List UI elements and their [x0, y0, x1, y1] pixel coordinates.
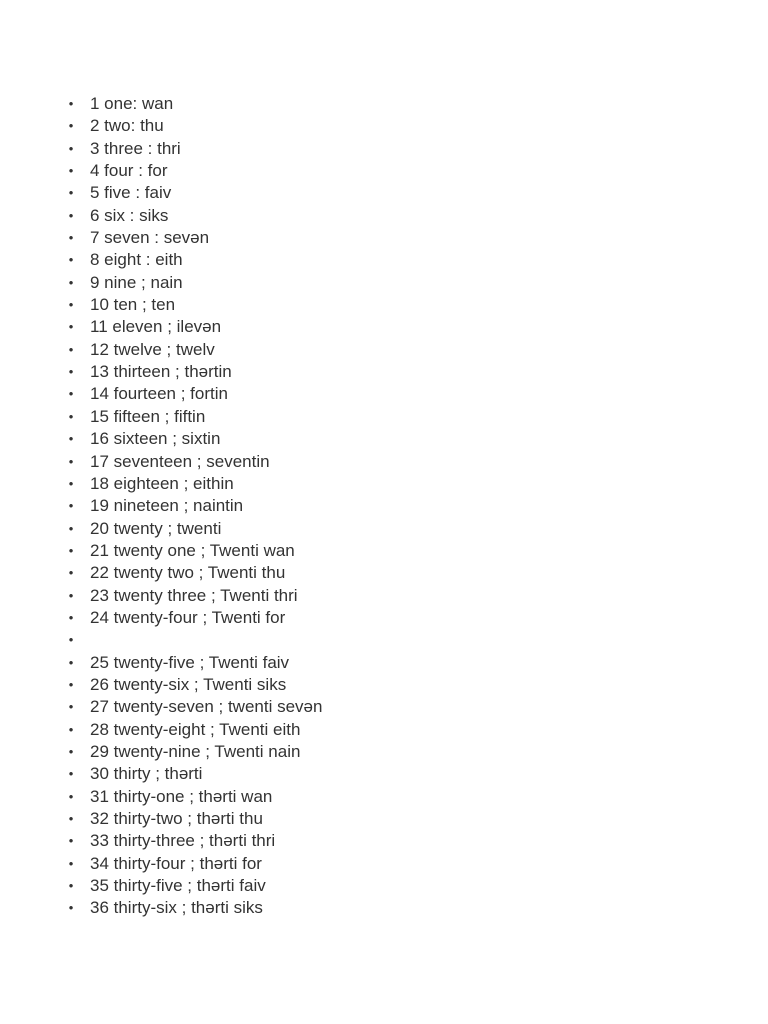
bullet-icon: •	[68, 632, 74, 648]
bullet-icon: •	[68, 163, 74, 179]
list-item-text: 18 eighteen ; eithin	[90, 473, 234, 493]
list-item-text: 24 twenty-four ; Twenti for	[90, 607, 286, 627]
list-item-text: 13 thirteen ; thərtin	[90, 362, 232, 382]
bullet-icon: •	[68, 542, 74, 558]
bullet-icon: •	[68, 833, 74, 849]
bullet-icon: •	[68, 431, 74, 447]
list-item-text: 22 twenty two ; Twenti thu	[90, 563, 286, 583]
bullet-icon: •	[68, 609, 74, 625]
list-item-text: 32 thirty-two ; thərti thu	[90, 809, 263, 828]
bullet-icon: •	[68, 118, 74, 134]
list-item-text: 6 six : siks	[90, 205, 169, 225]
bullet-icon: •	[68, 676, 74, 692]
bullet-icon: •	[68, 386, 74, 402]
list-item-text: 20 twenty ; twenti	[90, 518, 222, 538]
list-item-text: 3 three : thri	[90, 138, 181, 158]
list-item-text: 11 eleven ; ilevən	[90, 317, 222, 337]
bullet-icon: •	[68, 654, 74, 670]
list-item-text: 31 thirty-one ; thərti wan	[90, 786, 273, 806]
list-item-text: 23 twenty three ; Twenti thri	[90, 585, 298, 605]
list-item-text: 4 four : for	[90, 161, 168, 181]
list-item-text: 35 thirty-five ; thərti faiv	[90, 876, 266, 896]
bullet-icon: •	[68, 565, 74, 581]
bullet-icon: •	[68, 364, 74, 380]
list-item-text: 21 twenty one ; Twenti wan	[90, 540, 295, 560]
bullet-icon: •	[68, 475, 74, 491]
list-item-text: 34 thirty-four ; thərti for	[90, 853, 262, 873]
list-item-text: 9 nine ; nain	[90, 272, 183, 292]
bullet-icon: •	[68, 230, 74, 246]
bullet-icon: •	[68, 878, 74, 894]
list-item-text: 27 twenty-seven ; twenti sevən	[90, 697, 323, 717]
bullet-icon: •	[68, 297, 74, 313]
list-item-text: 14 fourteen ; fortin	[90, 384, 228, 404]
list-item-text: 12 twelve ; twelv	[90, 339, 215, 359]
bullet-icon: •	[68, 274, 74, 290]
bullet-icon: •	[68, 341, 74, 357]
list-item-text: 15 fifteen ; fiftin	[90, 406, 206, 426]
bullet-icon: •	[68, 185, 74, 201]
list-item-text: 2 two: thu	[90, 116, 164, 136]
bullet-icon: •	[68, 900, 74, 916]
list-item-text: 5 five : faiv	[90, 183, 172, 203]
bullet-icon: •	[68, 408, 74, 424]
bullet-icon: •	[68, 207, 74, 223]
bullet-icon: •	[68, 140, 74, 156]
bullet-icon: •	[68, 498, 74, 514]
list-item-text: 16 sixteen ; sixtin	[90, 429, 221, 449]
bullet-icon: •	[68, 699, 74, 715]
bullet-icon: •	[68, 788, 74, 804]
list-item-text: 10 ten ; ten	[90, 295, 176, 315]
bullet-icon: •	[68, 721, 74, 737]
bullet-icon: •	[68, 319, 74, 335]
list-item-text: 19 nineteen ; naintin	[90, 496, 244, 516]
bullet-icon: •	[68, 453, 74, 469]
list-item-text: 8 eight : eith	[90, 250, 183, 270]
bullet-icon: •	[68, 811, 74, 826]
list-item-text: 33 thirty-three ; thərti thri	[90, 831, 276, 851]
list-item-text: 7 seven : sevən	[90, 228, 210, 248]
list-item-text: 1 one: wan	[90, 94, 174, 113]
list-item-text: 25 twenty-five ; Twenti faiv	[90, 652, 290, 672]
bullet-icon: •	[68, 855, 74, 871]
list-item-text: 17 seventeen ; seventin	[90, 451, 270, 471]
list-item-text: 26 twenty-six ; Twenti siks	[90, 674, 287, 694]
list-item-text: 29 twenty-nine ; Twenti nain	[90, 741, 301, 761]
bullet-icon: •	[68, 766, 74, 782]
list-item-text: 36 thirty-six ; thərti siks	[90, 898, 263, 918]
bullet-icon: •	[68, 96, 74, 111]
list-item-text: 30 thirty ; thərti	[90, 764, 203, 784]
bullet-icon: •	[68, 743, 74, 759]
list-item-text: 28 twenty-eight ; Twenti eith	[90, 719, 301, 739]
bullet-icon: •	[68, 520, 74, 536]
bullet-icon: •	[68, 252, 74, 268]
bullet-icon: •	[68, 587, 74, 603]
